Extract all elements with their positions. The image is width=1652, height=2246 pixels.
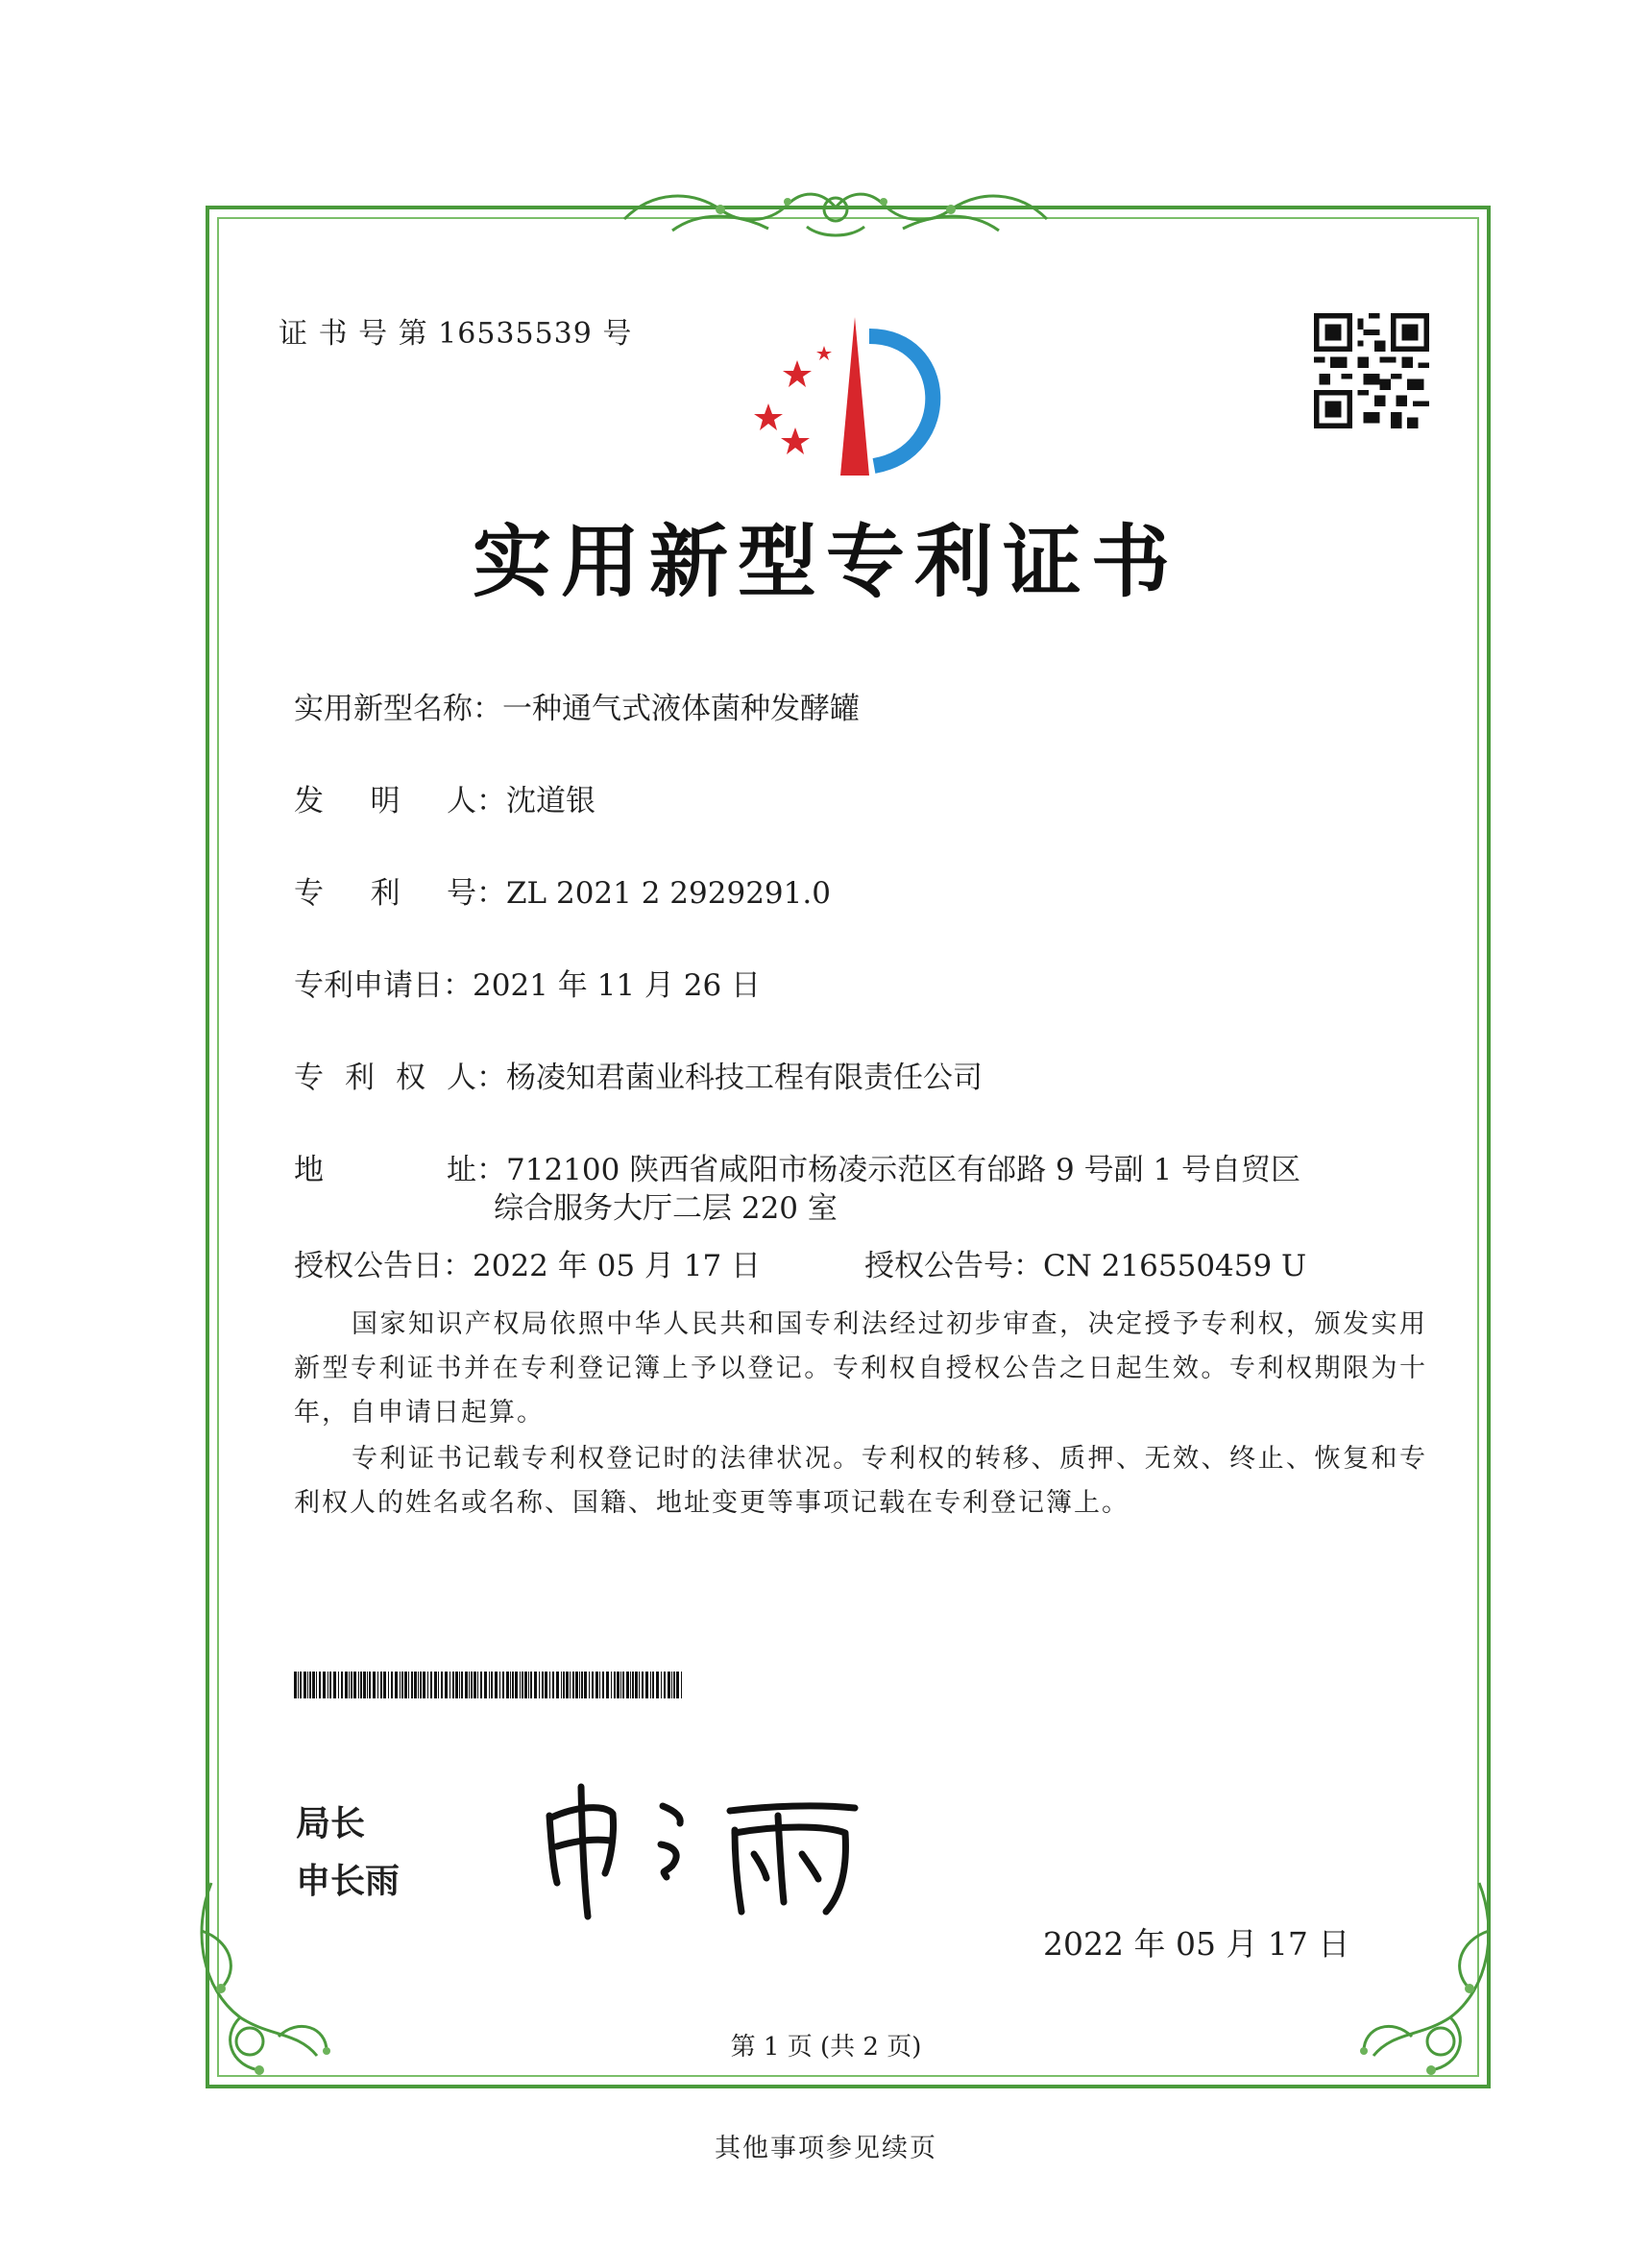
barcode-bar [539,1672,540,1698]
barcode-bar [599,1672,600,1698]
barcode-bar [563,1672,565,1698]
barcode-bar [549,1672,550,1698]
barcode-bar [298,1672,299,1698]
barcode-bar [530,1672,532,1698]
barcode-bar [349,1672,350,1698]
barcode-bar [534,1672,537,1698]
barcode-bar [329,1672,331,1698]
barcode-bar [668,1672,670,1698]
field-value: 沈道银 [506,784,595,818]
barcode-bar [369,1672,371,1698]
barcode-bar [367,1672,368,1698]
barcode-bar [656,1672,659,1698]
barcode-bar [420,1672,422,1698]
legal-paragraph-2: 专利证书记载专利权登记时的法律状况。专利权的转移、质押、无效、终止、恢复和专利权人的姓名或名称、国籍、地址变更等事项记载在专利登记簿上。 [294,1444,1427,1518]
field-label: 专利权人 [294,1061,476,1095]
barcode-bar [545,1672,547,1698]
barcode-bar [480,1672,482,1698]
barcode-bar [445,1672,448,1698]
barcode-bar [620,1672,621,1698]
barcode-bar [589,1672,590,1698]
barcode-bar [351,1672,352,1698]
field-colon: ： [476,784,506,818]
field-filing-date [294,961,761,1004]
barcode-bar [617,1672,620,1698]
barcode-bar [626,1672,629,1698]
barcode-bar [561,1672,562,1698]
barcode-bar [639,1672,640,1698]
barcode-bar [345,1672,348,1698]
field-value: 一种通气式液体菌种发酵罐 [502,692,860,726]
barcode-bar [664,1672,666,1698]
barcode-bar [681,1672,682,1698]
barcode-bar [635,1672,638,1698]
barcode-bar [333,1672,336,1698]
barcode-bar [477,1672,478,1698]
field-colon: ： [476,876,506,911]
barcode-bar [452,1672,454,1698]
barcode-bar [671,1672,672,1698]
field-label: 实用新型名称： [294,692,502,726]
barcode-bar [461,1672,463,1698]
barcode-bar [360,1672,362,1698]
barcode-bar [423,1672,425,1698]
barcode-bar [408,1672,409,1698]
barcode-bar [438,1672,439,1698]
certificate-title: 实用新型专利证书 [472,517,1179,608]
barcode-bar [469,1672,470,1698]
barcode-bar [575,1672,578,1698]
barcode-bar [430,1672,432,1698]
barcode [294,1672,686,1698]
barcode-bar [459,1672,460,1698]
barcode-bar [316,1672,317,1698]
barcode-bar [312,1672,315,1698]
barcode-bar [592,1672,594,1698]
barcode-bar [353,1672,356,1698]
barcode-bar [404,1672,407,1698]
barcode-bar [418,1672,419,1698]
barcode-bar [524,1672,527,1698]
handwritten-signature [538,1777,874,1921]
barcode-bar [427,1672,428,1698]
barcode-bar [556,1672,559,1698]
barcode-bar [650,1672,651,1698]
barcode-bar [652,1672,654,1698]
barcode-bar [341,1672,343,1698]
barcode-bar [528,1672,529,1698]
barcode-bar [441,1672,443,1698]
field-label: 授权公告日： [294,1249,473,1283]
barcode-bar [542,1672,544,1698]
barcode-bar [595,1672,598,1698]
barcode-bar [380,1672,382,1698]
barcode-bar [606,1672,609,1698]
barcode-bar [502,1672,504,1698]
field-colon: ： [476,1153,506,1187]
barcode-bar [632,1672,634,1698]
legal-paragraph-1: 国家知识产权局依照中华人民共和国专利法经过初步审查，决定授予专利权，颁发实用新型专利证书并在专利登记簿上予以登记。专利权自授权公告之日起生效。专利权期限为十年，自申请日起算。 [294,1309,1427,1428]
field-inventor [294,776,595,819]
signatory-name: 申长雨 [296,1862,401,1901]
barcode-bar [401,1672,403,1698]
barcode-bar [294,1672,297,1698]
field-label: 专利号 [294,876,476,911]
barcode-bar [611,1672,612,1698]
barcode-bar [391,1672,393,1698]
barcode-bar [673,1672,675,1698]
barcode-bar [449,1672,450,1698]
barcode-bar [491,1672,493,1698]
field-patent-number [294,868,831,912]
field-label: 授权公告号： [864,1249,1043,1283]
field-value: 杨凌知君菌业科技工程有限责任公司 [506,1061,983,1095]
barcode-bar [581,1672,583,1698]
barcode-bar [572,1672,574,1698]
barcode-bar [676,1672,679,1698]
barcode-bar [512,1672,514,1698]
barcode-bar [566,1672,569,1698]
certificate-number: 证 书 号 第 16535539 号 [279,317,633,351]
field-value: ZL 2021 2 2929291.0 [506,876,831,911]
barcode-bar [510,1672,511,1698]
qr-code [1314,313,1429,428]
field-grant-date [294,1241,761,1284]
barcode-bar [515,1672,518,1698]
issue-date: 2022 年 05 月 17 日 [1043,1925,1350,1963]
barcode-bar [383,1672,386,1698]
field-patentee [294,1053,983,1096]
barcode-bar [552,1672,554,1698]
barcode-bar [499,1672,500,1698]
field-address [294,1145,1300,1188]
barcode-bar [414,1672,417,1698]
field-label: 地址 [294,1153,476,1187]
field-colon: ： [476,1061,506,1095]
barcode-bar [602,1672,604,1698]
barcode-bar [388,1672,389,1698]
barcode-bar [395,1672,398,1698]
barcode-bar [373,1672,376,1698]
barcode-bar [520,1672,521,1698]
barcode-bar [309,1672,311,1698]
barcode-bar [300,1672,302,1698]
barcode-bar [579,1672,580,1698]
barcode-bar [506,1672,509,1698]
field-value: 2021 年 11 月 26 日 [473,968,762,1003]
page-indicator: 第 1 页 (共 2 页) [730,2033,922,2062]
field-utility-model-name [294,684,860,727]
barcode-bar [642,1672,644,1698]
signatory-title: 局长 [296,1804,366,1843]
barcode-bar [434,1672,437,1698]
barcode-bar [455,1672,458,1698]
barcode-bar [614,1672,616,1698]
field-address-line2: 综合服务大厅二层 220 室 [494,1191,838,1226]
field-value: CN 216550459 U [1043,1249,1307,1283]
barcode-bar [495,1672,498,1698]
barcode-bar [484,1672,487,1698]
barcode-bar [522,1672,523,1698]
field-value-line1: 712100 陕西省咸阳市杨凌示范区有邰路 9 号副 1 号自贸区 [506,1153,1301,1187]
field-label: 专利申请日： [294,968,473,1003]
barcode-bar [630,1672,631,1698]
barcode-bar [377,1672,378,1698]
barcode-bar [570,1672,571,1698]
cnipa-emblem-icon [740,307,960,490]
barcode-bar [661,1672,662,1698]
barcode-bar [319,1672,321,1698]
barcode-bar [465,1672,468,1698]
barcode-bar [304,1672,306,1698]
footer-note: 其他事项参见续页 [715,2134,937,2163]
barcode-bar [323,1672,326,1698]
field-grant-number [864,1241,1306,1284]
barcode-bar [584,1672,587,1698]
barcode-bar [645,1672,648,1698]
barcode-bar [363,1672,366,1698]
barcode-bar [622,1672,624,1698]
top-ornament [615,171,1057,246]
barcode-bar [411,1672,413,1698]
barcode-bar [338,1672,339,1698]
barcode-bar [471,1672,473,1698]
barcode-bar [358,1672,359,1698]
barcode-bar [474,1672,476,1698]
field-value: 2022 年 05 月 17 日 [473,1249,762,1283]
field-label: 发明人 [294,784,476,818]
barcode-bar [400,1672,401,1698]
barcode-bar [489,1672,490,1698]
barcode-bar [307,1672,308,1698]
